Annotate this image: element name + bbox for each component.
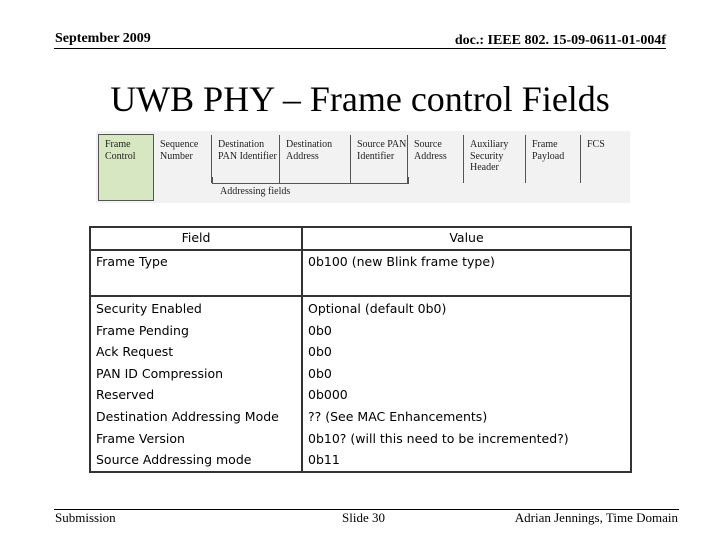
value-pan-id-compression: 0b0	[308, 365, 332, 381]
frame-field-aux-security-header: Auxiliary Security Header	[464, 135, 526, 183]
frame-field-sequence-number: Sequence Number	[154, 135, 212, 183]
table-cell-field-list	[90, 296, 302, 472]
frame-field-frame-payload: Frame Payload	[526, 135, 581, 183]
table-cell-value-list	[302, 296, 631, 472]
frame-field-fcs: FCS	[587, 139, 605, 150]
table-header-field: Field	[90, 227, 302, 250]
frame-format-diagram	[96, 131, 630, 203]
field-source-addressing-mode: Source Addressing mode	[96, 452, 252, 468]
field-dest-addressing-mode: Destination Addressing Mode	[96, 408, 279, 424]
addressing-fields-bracket	[212, 177, 409, 184]
frame-field-frame-control: Frame Control	[98, 134, 154, 201]
field-frame-pending: Frame Pending	[96, 322, 189, 338]
table-row	[90, 250, 631, 296]
field-frame-version: Frame Version	[96, 430, 185, 446]
value-security-enabled: Optional (default 0b0)	[308, 301, 447, 316]
footer-slide-number: Slide 30	[342, 510, 385, 525]
frame-field-source-address: Source Address	[408, 135, 464, 183]
table-row	[90, 296, 631, 472]
value-frame-version: 0b10? (will this need to be incremented?)	[308, 430, 569, 446]
addressing-fields-label: Addressing fields	[220, 186, 291, 197]
frame-control-table	[89, 226, 632, 473]
value-frame-pending: 0b0	[308, 322, 332, 338]
footer-author: Adrian Jennings, Time Domain	[514, 510, 678, 525]
frame-field-source-pan-id: Source PAN Identifier	[351, 135, 408, 183]
frame-field-destination-pan-id: Destination PAN Identifier	[212, 135, 280, 183]
value-reserved: 0b000	[308, 387, 348, 403]
field-security-enabled: Security Enabled	[96, 301, 202, 316]
frame-field-destination-address: Destination Address	[280, 135, 351, 183]
value-dest-addressing-mode: ?? (See MAC Enhancements)	[308, 408, 488, 424]
table-header-value: Value	[302, 227, 631, 250]
field-ack-request: Ack Request	[96, 344, 174, 360]
table-header-row	[90, 227, 631, 250]
value-ack-request: 0b0	[308, 344, 332, 360]
header-divider	[54, 48, 666, 49]
table-cell-field: Frame Type	[90, 250, 302, 296]
header-date: September 2009	[55, 31, 151, 46]
field-pan-id-compression: PAN ID Compression	[96, 365, 224, 381]
field-reserved: Reserved	[96, 387, 155, 403]
footer-submission: Submission	[55, 510, 116, 525]
header-doc-id: doc.: IEEE 802. 15-09-0611-01-004f	[454, 33, 666, 48]
table-cell-value: 0b100 (new Blink frame type)	[302, 250, 631, 296]
slide-title: UWB PHY – Frame control Fields	[110, 79, 610, 119]
value-source-addressing-mode: 0b11	[308, 452, 340, 468]
